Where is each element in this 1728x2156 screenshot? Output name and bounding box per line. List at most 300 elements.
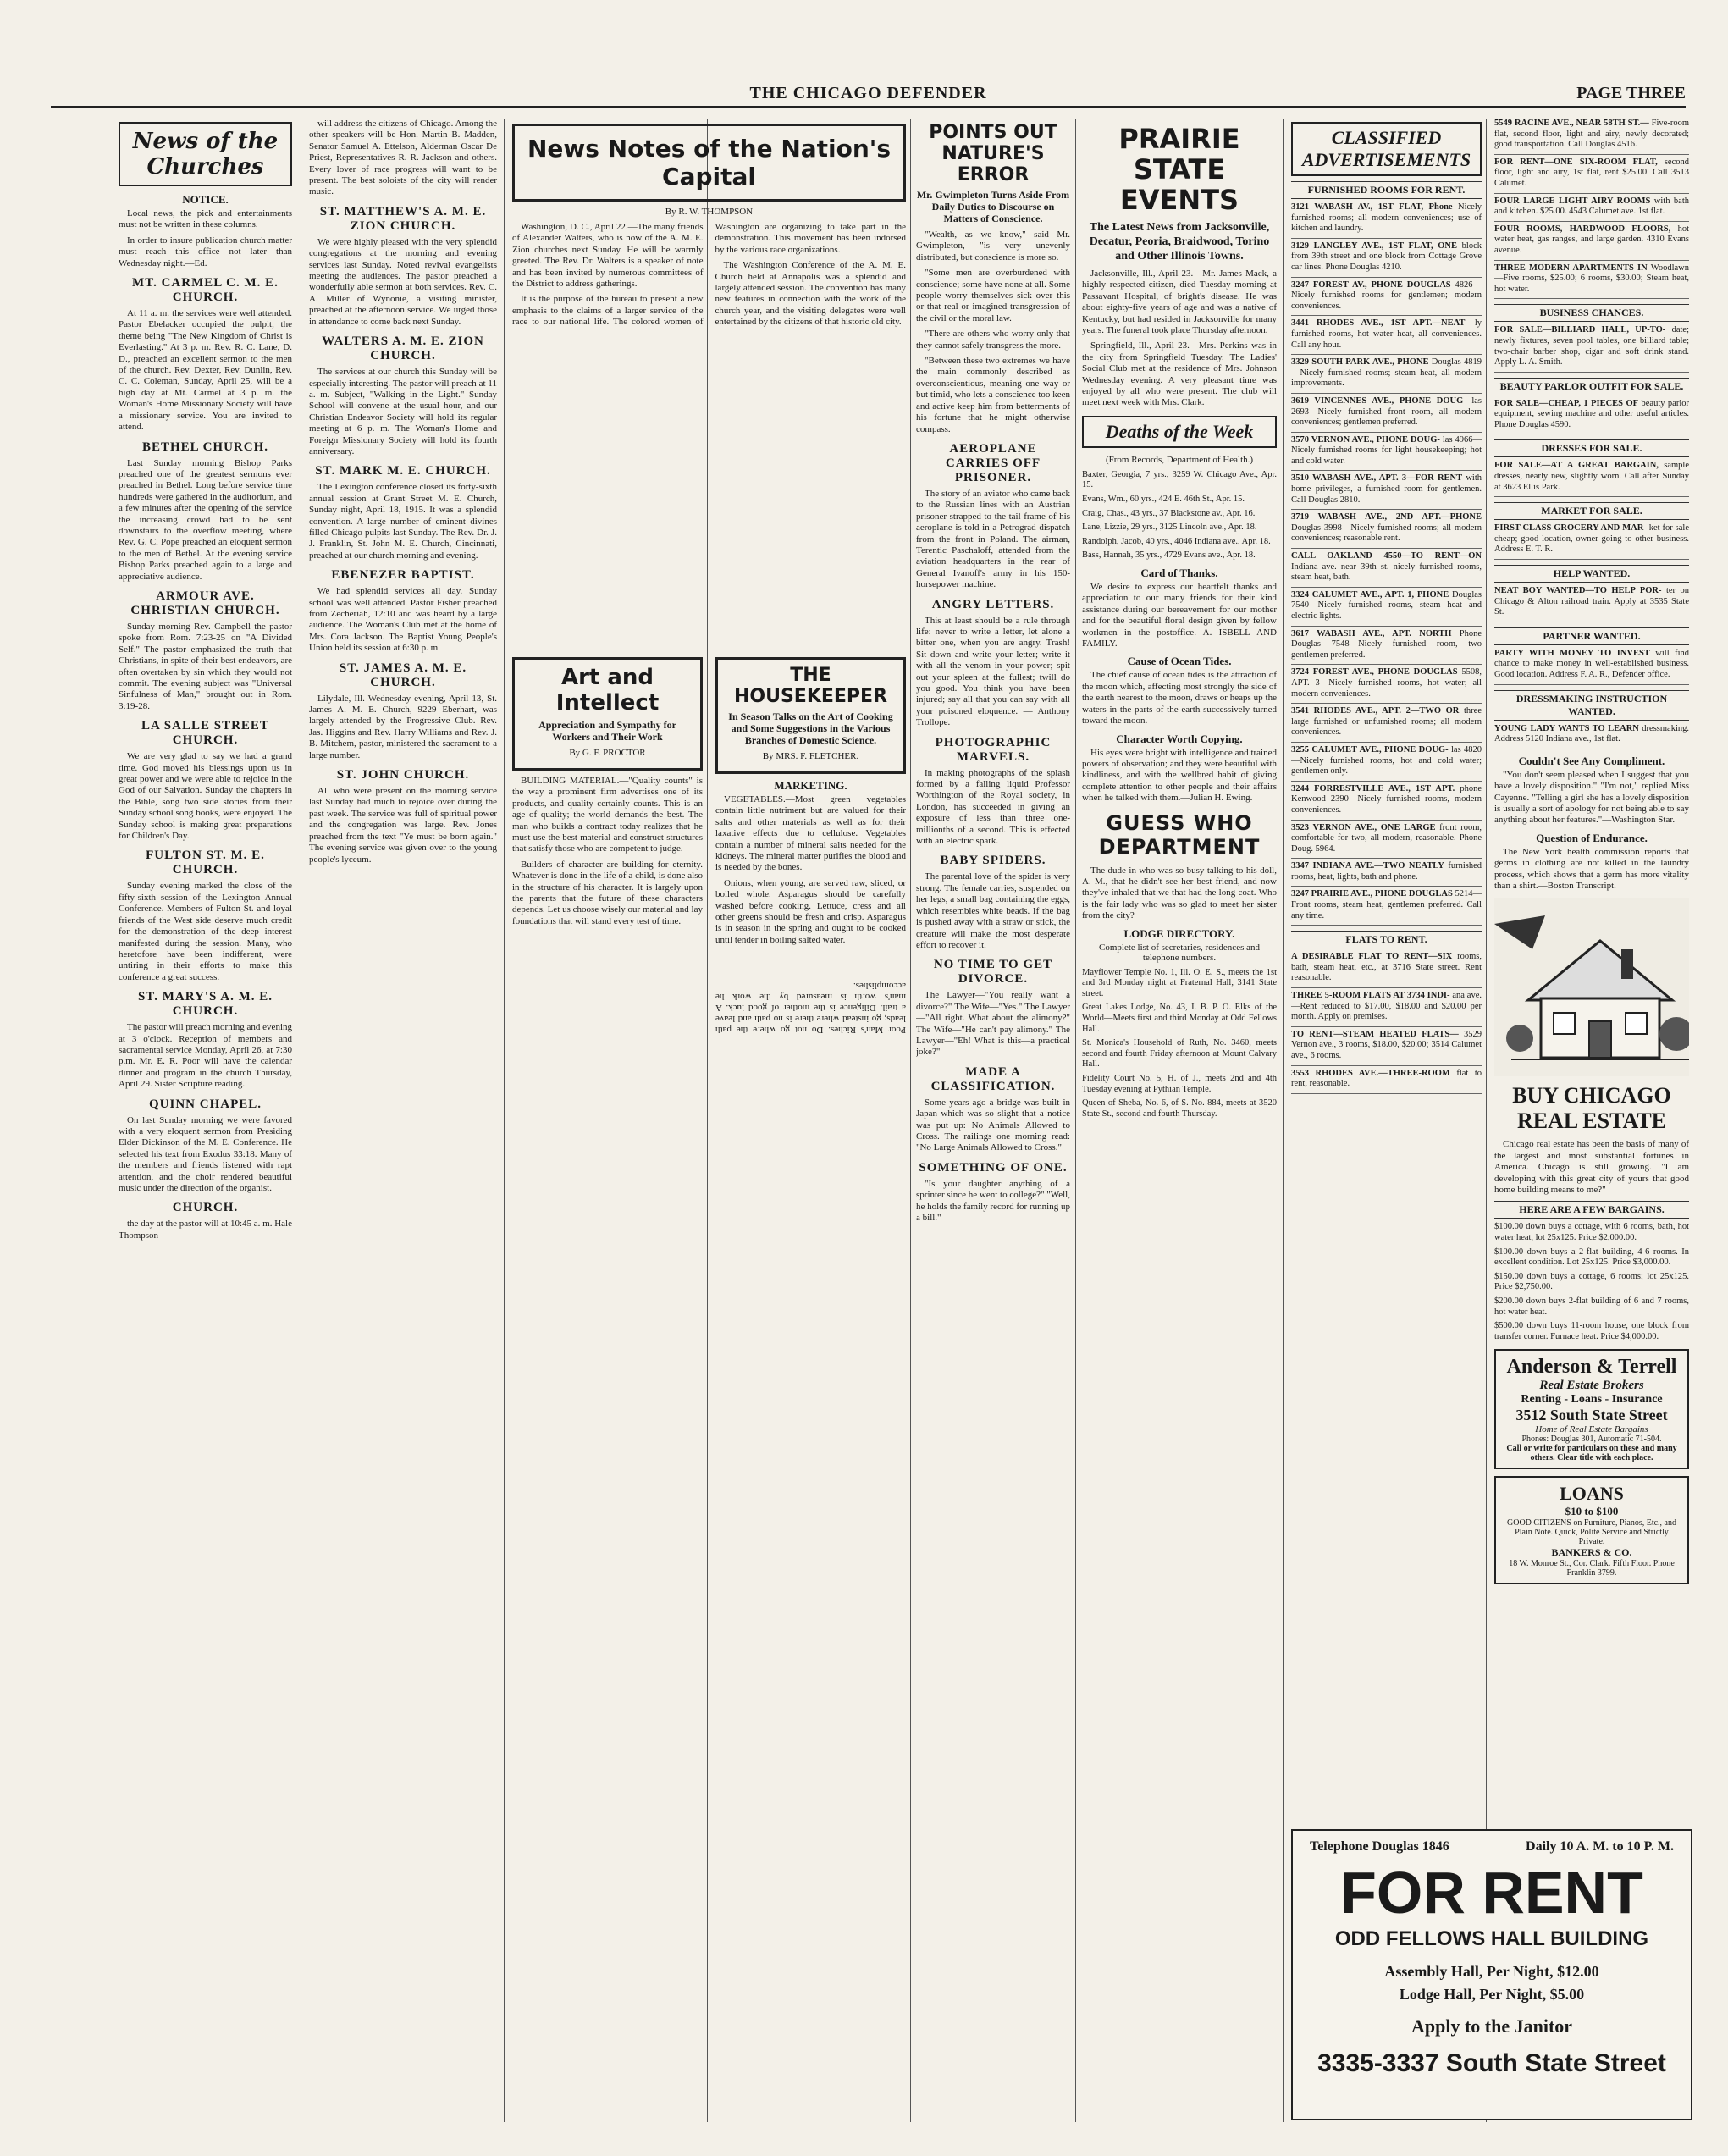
church-section-head: LA SALLE STREET CHURCH.	[141, 719, 269, 748]
notice-head: NOTICE.	[182, 193, 229, 206]
classified-ad-address: FIRST-CLASS GROCERY AND MAR-	[1494, 523, 1647, 533]
page-number: PAGE THREE	[1576, 84, 1686, 102]
church-section-text: Sunday morning Rev. Campbell the pastor spoke from Rom. 7:23-25 on "A Divided Self." The pastor emphasized the truth that Christians, in spite of their best endeavors, are often overtaken by sin which they would not commit. The evening subject was "Universal Sinfulness of Man," brought out in Rom. 3:19-28.	[119, 621, 292, 711]
lodge-entry: St. Monica's Household of Ruth, No. 3460, meets second and fourth Friday afternoon at Mount Calvary Hall.	[1082, 1038, 1277, 1070]
classified-ad	[1494, 523, 1689, 556]
col2-section-text: Lilydale, Ill. Wednesday evening, April 13, St. James A. M. E. Church, 9229 Eberhart, was largely attended by the Progressive Club. Rev. Jas. Higgins and Rev. Harry Williams and Rev. J. B. Mitchem, pastor, ministered the sacrament to a large number.	[309, 693, 497, 760]
classified-ad-text: Indiana ave. near 39th st. nicely furnished rooms, steam heat, bath.	[1291, 561, 1482, 583]
church-section-head: CHURCH.	[172, 1201, 239, 1215]
classified-ad	[1494, 586, 1689, 618]
business-head: BUSINESS CHANCES.	[1494, 304, 1689, 322]
ad-divider	[1291, 886, 1482, 887]
classified-ad	[1494, 224, 1689, 257]
apply-janitor: Apply to the Janitor	[1411, 2015, 1573, 2037]
classified-ad-address: 3324 CALUMET AVE., APT. 1, PHONE	[1291, 589, 1449, 600]
classified-ad-text: with bath and kitchen. $25.00. 4543 Calumet ave. 1st flat.	[1494, 196, 1689, 217]
art-paragraph: Builders of character are building for eternity. Whatever is done in the life of a child, is done also in the structure of his character. It is largely upon the parents that the future of these characters depends. Let us choose wisely our material and lay foundations that will stand every test of time.	[512, 859, 703, 926]
anderson-address: 3512 South State Street	[1515, 1407, 1668, 1424]
ad-divider	[1291, 587, 1482, 588]
partner-head: PARTNER WANTED.	[1494, 627, 1689, 645]
help-list	[1494, 586, 1689, 622]
classified-ad-text: Nicely furnished rooms; all modern conveniences; use of kitchen and laundry.	[1291, 202, 1482, 234]
anderson-cta: Call or write for particulars on these and many others. Clear title with each place.	[1506, 1444, 1677, 1463]
classified-ad-address: A DESIRABLE FLAT TO RENT—SIX	[1291, 952, 1453, 962]
classified-ad	[1291, 706, 1482, 738]
ad-divider	[1291, 820, 1482, 821]
col2-section-head: ST. MARK M. E. CHURCH.	[315, 464, 491, 478]
for-rent-ad	[1291, 1829, 1692, 2120]
classified-ad-text: phone Kenwood 2390—Nicely furnished rooms, modern conveniences.	[1291, 783, 1482, 815]
ad-divider	[1494, 372, 1689, 373]
classified-ad-address: 3523 VERNON AVE., ONE LARGE	[1291, 822, 1436, 832]
endurance-head: Question of Endurance.	[1536, 831, 1648, 844]
nature-section-head: AEROPLANE CARRIES OFF PRISONER.	[945, 441, 1041, 484]
ad-divider	[1291, 470, 1482, 471]
nature-section-text: The Lawyer—"You really want a divorce?" The Wife—"Yes." The Lawyer—"All right. What about the alimony?" The Wife—"He can't pay alimony." The Lawyer—"Eh! What is this—a practical joke?"	[916, 990, 1070, 1058]
church-news-column	[119, 119, 292, 2122]
classified-ad-text: with home privileges, a furnished room for gentlemen. Call Douglas 2810.	[1291, 473, 1482, 505]
telephone-text: Telephone Douglas 1846	[1310, 1839, 1449, 1854]
housekeeper-column	[715, 652, 906, 2122]
classified-ad-text: Douglas 4819—Nicely furnished rooms; steam heat, all modern improvements.	[1291, 357, 1482, 389]
dressmaking-head: DRESSMAKING INSTRUCTION WANTED.	[1494, 690, 1689, 721]
ad-divider	[1291, 548, 1482, 549]
ad-divider	[1494, 193, 1689, 194]
guess-who-title: GUESS WHO DEPARTMENT	[1098, 810, 1261, 859]
classified-ad-address: 3129 LANGLEY AVE., 1ST FLAT, ONE	[1291, 240, 1458, 251]
nature-paragraph: "Wealth, as we know," said Mr. Gwimpleton, "is very unevenly distributed, but conscience is more so.	[916, 229, 1070, 263]
capital-body	[512, 222, 906, 330]
classified-ad-address: FOUR ROOMS, HARDWOOD FLOORS,	[1494, 224, 1671, 234]
right-classified-list	[1494, 119, 1689, 299]
church-section-head: ARMOUR AVE. CHRISTIAN CHURCH.	[130, 589, 280, 617]
buy-real-estate-title: BUY CHICAGO REAL ESTATE	[1512, 1083, 1671, 1134]
col2-section-text: The Lexington conference closed its forty-sixth annual session at Grant Street M. E. Church, Sunday night, April 18, 1915. It was a splendid convention. A large number of eminent divines filled Chicago pulpits last Sunday. The Rev. Dr. J. J. Franklin, St. John M. E. Church, Cincinnati, preached at our church morning and evening.	[309, 482, 497, 561]
loans-address: 18 W. Monroe St., Cor. Clark. Fifth Floor. Phone Franklin 3799.	[1509, 1559, 1675, 1578]
loans-text: GOOD CITIZENS on Furniture, Pianos, Etc., and Plain Note. Quick, Polite Service and Strictly Private.	[1507, 1518, 1676, 1547]
classified-ad	[1291, 202, 1482, 235]
natures-error-deck: Mr. Gwimpleton Turns Aside From Daily Duties to Discourse on Matters of Conscience.	[916, 189, 1070, 224]
ad-divider	[1291, 987, 1482, 988]
classified-ad-text: 3529 Vernon ave., 3 rooms, $18.00, $20.00; 3514 Calumet ave., 6 rooms.	[1291, 1029, 1482, 1060]
church-section-text: On last Sunday morning we were favored with a very eloquent sermon from Presiding Elder Dickinson of the M. E. Conference. He selected his text from Exodus 33:18. Many of the members and friends listened with rapt attention, and the choir rendered beautiful music under the direction of the organist.	[119, 1114, 292, 1193]
bargain-item: $150.00 down buys a cottage, 6 rooms; lot 25x125. Price $2,750.00.	[1494, 1271, 1689, 1292]
lodge-entry: Mayflower Temple No. 1, Ill. O. E. S., meets the 1st and 3rd Monday night at Fraternal Hall, 3141 State street.	[1082, 967, 1277, 998]
house-illustration	[1494, 898, 1689, 1076]
art-paragraph: BUILDING MATERIAL.—"Quality counts" is the way a prominent firm advertises one of its products, and quality certainly counts. This is an age of quality; the world demands the best. The man who builds a contract today realizes that he must use the best material and construct structures that satisfy those who are competent to judge.	[512, 776, 703, 854]
classified-ad	[1291, 823, 1482, 855]
help-head: HELP WANTED.	[1494, 565, 1689, 583]
col2-section-head: ST. MATTHEW'S A. M. E. ZION CHURCH.	[319, 204, 487, 233]
death-notice: Randolph, Jacob, 40 yrs., 4046 Indiana ave., Apr. 18.	[1082, 536, 1271, 546]
church-news-header: News of the Churches	[119, 122, 292, 186]
classified-ad	[1494, 263, 1689, 296]
masthead	[51, 80, 1686, 108]
capital-paragraph: Washington, D. C., April 22.—The many friends of Alexander Walters, who is now of the A. M. E. Zion churches next Sunday. He will be warmly greeted. The Rev. Dr. Walters is a speaker of note and has been invited by numerous committees of the District to address gatherings.	[512, 222, 704, 290]
housekeeper-title: THE HOUSEKEEPER	[733, 665, 888, 707]
ad-divider	[1291, 1065, 1482, 1066]
prairie-paragraph: Springfield, Ill., April 23.—Mrs. Perkins was in the city from Springfield Tuesday. The Ladies' Social Club met at the residence of Mrs. Johnson Wednesday evening. A very pleasant time was enjoyed by all who were present. The club will meet next week with Mrs. Clark.	[1082, 340, 1277, 408]
classified-title: CLASSIFIED ADVERTISEMENTS	[1291, 122, 1482, 176]
capital-byline: By R. W. THOMPSON	[665, 207, 754, 217]
prairie-paragraph: Jacksonville, Ill., April 23.—Mr. James Mack, a highly respected citizen, died Tuesday morning at Passavant Hospital, of bright's disease. He was about eighty-five years of age and was a native of Kentucky, but had resided in Jacksonville for many years. The funeral took place Thursday afternoon.	[1082, 268, 1277, 336]
church-section-head: MT. CARMEL C. M. E. CHURCH.	[132, 276, 279, 305]
classified-ad	[1494, 325, 1689, 368]
for-rent-address: 3335-3337 South State Street	[1317, 2049, 1666, 2077]
death-notice: Craig, Chas., 43 yrs., 37 Blackstone av., Apr. 16.	[1082, 508, 1256, 518]
classified-ad	[1494, 399, 1689, 431]
classified-ad-text: 5508, APT. 3—Nicely furnished rooms, hot water; all modern conveniences.	[1291, 667, 1482, 699]
classified-ad-address: 3244 FORRESTVILLE AVE., 1ST APT.	[1291, 783, 1455, 793]
classified-ad	[1291, 318, 1482, 351]
classified-ad-text: second floor, light and airy, 1st flat, rent $25.00. Call 3513 Calumet.	[1494, 157, 1689, 188]
classified-ad	[1291, 551, 1482, 583]
ad-divider	[1291, 742, 1482, 743]
capital-header-box	[512, 124, 906, 202]
classified-ad-address: 5549 RACINE AVE., NEAR 58TH ST.—	[1494, 119, 1649, 128]
housekeeper-paragraph: Onions, when young, are served raw, sliced, or boiled whole. Asparagus should be carefully washed before cooking. Lettuce, cress and all other greens should be fresh and crisp. Asparagus is in season in the spring and ought to be cooked until tender in boiling salted water.	[715, 877, 906, 945]
endurance-text: The New York health commission reports that germs in clothing are not killed in the laundry process, which shows that a germ has more vitality than a shirt.—Boston Transcript.	[1494, 846, 1689, 892]
loans-range: $10 to $100	[1565, 1505, 1619, 1518]
classified-ad-address: 3541 RHODES AVE., APT. 2—TWO OR	[1291, 706, 1460, 716]
church-sections	[119, 276, 292, 1241]
column-rule	[1075, 119, 1076, 2122]
bargain-item: $100.00 down buys a 2-flat building, 4-6 rooms. In excellent condition. Lot 25x125. Price $3,000.00.	[1494, 1247, 1689, 1268]
loans-ad	[1494, 1476, 1689, 1584]
bargain-item: $500.00 down buys 11-room house, one block from transfer corner. Furnace heat. Price $4,000.00.	[1494, 1321, 1689, 1341]
classified-ad-text: will find chance to make money in well-established business. Good location. Address F. A. R., Defender office.	[1494, 648, 1689, 679]
flats-head: FLATS TO RENT.	[1291, 931, 1482, 948]
nature-section-text: The story of an aviator who came back to the Russian lines with an Austrian prisoner strapped to the tail frame of his aeroplane is told in a Petrograd dispatch from the front in Poland. The airman, Terentic Paschaloff, attended from the aviation headquarters in the rear of General Ivanoff's army in his 150-horsepower machine.	[916, 488, 1070, 590]
classified-ad-text: block from 39th street and one block from Cottage Grove car lines. Phone Douglas 4210.	[1291, 240, 1482, 272]
character-head: Character Worth Copying.	[1116, 732, 1243, 745]
classified-ad-text: dressmaking. Address 5120 Indiana ave., 1st flat.	[1494, 723, 1689, 744]
classified-ad-address: 3121 WABASH AV., 1ST FLAT, Phone	[1291, 202, 1453, 212]
nature-sections	[916, 442, 1070, 1224]
church-section-text: Last Sunday morning Bishop Parks preached one of the greatest sermons ever preached in Bethel. Long before service time hundreds were gathered in the auditorium, and a few minutes after the opening of the service the increasing crowd had to be sent downstairs to the overflow meeting, where Rev. G. C. Pope preached an eloquent sermon to the men of Bethel. At the evening service Bishop Parks preached again to a large and appreciative audience.	[119, 457, 292, 582]
classified-ad-address: 3347 INDIANA AVE.—TWO NEATLY	[1291, 861, 1444, 871]
classified-ad	[1291, 952, 1482, 984]
column-rule	[1486, 119, 1487, 2122]
classified-ad-text: date; newly fixtures, seven pool tables, one billiard table; two-chair barber shop, cigar and soft drink stand. Apply L. A. Smith.	[1494, 325, 1689, 368]
housekeeper-deck: In Season Talks on the Art of Cooking and Some Suggestions in the Various Branches of Domestic Science.	[728, 710, 893, 746]
col2-sections	[309, 205, 497, 865]
column-rule	[910, 119, 911, 2122]
classified-ad-text: Douglas 3998—Nicely furnished rooms; all modern conveniences; reasonable rent.	[1291, 522, 1482, 544]
classified-ad-text: las 4820—Nicely furnished rooms, hot and cold water; gentlemen only.	[1291, 744, 1482, 777]
nature-paragraph: "There are others who worry only that they cannot safely transgress the more.	[916, 329, 1070, 351]
nature-section-text: "Is your daughter anything of a sprinter since he went to college?" "Well, he holds the family record for running up a bill."	[916, 1178, 1070, 1223]
classified-ad-address: FOR SALE—AT A GREAT BARGAIN,	[1494, 461, 1659, 471]
ad-divider	[1291, 432, 1482, 433]
anderson-sub: Real Estate Brokers	[1539, 1379, 1644, 1393]
nature-paragraph: "Between these two extremes we have the main commonly described as overconscientious, meaning one way or but timid, who lets a conscience too keen and active keep him from betterments of his fortune that he might otherwise compass.	[916, 356, 1070, 434]
notice-text-2: In order to insure publication church matter must reach this office not later than Wednesday night.—Ed.	[119, 235, 292, 268]
art-intellect-column	[512, 652, 703, 2122]
classified-ad-address: FOR SALE—CHEAP, 1 PIECES OF	[1494, 398, 1639, 408]
classified-ad	[1291, 1030, 1482, 1062]
classified-ad-text: sample dresses, nearly new, slightly worn. Call after Sunday at 3623 Ellis Park.	[1494, 461, 1689, 492]
market-list	[1494, 523, 1689, 560]
lodge-entry: Great Lakes Lodge, No. 43, I. B. P. O. Elks of the World—Meets first and third Monday at Odd Fellows Hall.	[1082, 1003, 1277, 1034]
classified-ad	[1291, 396, 1482, 428]
nature-section-head: ANGRY LETTERS.	[931, 597, 1055, 611]
ad-divider	[1494, 496, 1689, 497]
bargain-item: $100.00 down buys a cottage, with 6 rooms, bath, hot water heat, lot 25x125. Price $2,000.00.	[1494, 1222, 1689, 1243]
classified-ad-text: ly furnished rooms, hot water heat, all conveniences. Call any hour.	[1291, 318, 1482, 350]
deaths-list	[1082, 470, 1277, 561]
classified-ad	[1494, 461, 1689, 493]
anderson-terrell-ad	[1494, 1349, 1689, 1469]
real-estate-text: Chicago real estate has been the basis of many of the largest and most substantial fortunes in America. Chicago is still growing. "I am developing with this great city of yours that good home building means to me?"	[1494, 1139, 1689, 1196]
art-deck: Appreciation and Sympathy for Workers and Their Work	[538, 719, 676, 743]
classified-ad	[1291, 629, 1482, 661]
column-rule	[504, 119, 505, 2122]
col2-section-text: We had splendid services all day. Sunday school was well attended. Pastor Fisher preached from Zecheriah, 12:10 and was heard by a large audience. The Woman's Club met at the home of Mrs. Cora Jackson. The Baptist Young People's Union held its session at 6:30 p. m.	[309, 586, 497, 654]
newspaper-title: THE CHICAGO DEFENDER	[749, 84, 987, 102]
classified-ad-address: TO RENT—STEAM HEATED FLATS—	[1291, 1029, 1459, 1039]
classified-ad	[1291, 991, 1482, 1023]
bargain-item: $200.00 down buys 2-flat building of 6 and 7 rooms, hot water heat.	[1494, 1296, 1689, 1317]
for-rent-header-line	[1293, 1839, 1691, 1855]
church-section-head: ST. MARY'S A. M. E. CHURCH.	[137, 990, 273, 1019]
ad-divider	[1494, 559, 1689, 560]
classified-ad-text: Woodlawn—Five rooms, $25.00; 6 rooms, $30.00; Steam heat, hot water.	[1494, 263, 1689, 294]
church-section-text: the day at the pastor will at 10:45 a. m. Hale Thompson	[119, 1219, 292, 1241]
ocean-tides-text: The chief cause of ocean tides is the attraction of the moon which, affecting most strongly the side of the earth nearest to the moon, draws or heaps up the waters in the parts of the earth successively turned toward the moon.	[1082, 670, 1277, 727]
death-notice: Evans, Wm., 60 yrs., 424 E. 46th St., Apr. 15.	[1082, 495, 1245, 505]
ad-divider	[1494, 684, 1689, 685]
lodge-hall-price: Lodge Hall, Per Night, $5.00	[1399, 1986, 1585, 2003]
church-section-head: FULTON ST. M. E. CHURCH.	[146, 849, 265, 877]
capital-title: News Notes of the Nation's Capital	[527, 135, 892, 191]
classified-ad-text: beauty parlor equipment, sewing machine and other useful articles. Phone Douglas 4590.	[1494, 398, 1689, 429]
for-rent-title: FOR RENT	[1340, 1860, 1643, 1926]
capital-news-section	[512, 119, 906, 644]
classified-ad-text: las 2693—Nicely furnished front room, all modern conveniences; gentlemen preferred.	[1291, 395, 1482, 428]
nature-section-head: NO TIME TO GET DIVORCE.	[933, 958, 1053, 987]
classified-ad	[1291, 861, 1482, 882]
ad-divider	[1494, 221, 1689, 222]
natures-error-title: POINTS OUT NATURE'S ERROR	[929, 122, 1057, 185]
ad-divider	[1291, 1093, 1482, 1094]
housekeeper-header-box	[715, 657, 906, 774]
ocean-tides-head: Cause of Ocean Tides.	[1127, 655, 1232, 668]
lodge-entry: Queen of Sheba, No. 6, of S. No. 884, meets at 3520 State St., second and fourth Thursday.	[1082, 1098, 1277, 1119]
church-section-text: Sunday evening marked the close of the fifty-sixth session of the Lexington Annual Conference. Members of Fulton St. and loyal friends of the West side deserve much credit for the demonstration of the deep interest manifested during the session. Many, who heretofore have been indifferent, were untiring in their efforts to make this conference a great success.	[119, 881, 292, 982]
ad-divider	[1291, 509, 1482, 510]
classified-ad	[1291, 357, 1482, 390]
classified-ad-text: ter on Chicago & Alton railroad train. Apply at 3535 State St.	[1494, 586, 1689, 617]
classified-ad-text: ket for sale cheap; good location, owner going to other business. Address E. T. R.	[1494, 523, 1689, 555]
ad-divider	[1494, 298, 1689, 299]
nature-section-head: MADE A CLASSIFICATION.	[930, 1064, 1056, 1093]
church-section-head: QUINN CHAPEL.	[148, 1097, 262, 1111]
classified-ad-address: FOUR LARGE LIGHT AIRY ROOMS	[1494, 196, 1651, 206]
ad-divider	[1494, 260, 1689, 261]
card-of-thanks-head: Card of Thanks.	[1140, 567, 1218, 580]
col2-section-text: The services at our church this Sunday will be especially interesting. The pastor will preach at 11 a. m. Subject, "Walking in the Light." Sunday School will convene at the usual hour, and our Christian Endeavor Society will hold its regular meeting at 6 p. m. The Woman's Home and Foreign Missionary Society will hold its fourth anniversary.	[309, 367, 497, 456]
classified-ad-text: three large furnished or unfurnished rooms; all modern conveniences.	[1291, 706, 1482, 738]
classified-ad-address: FOR RENT—ONE SIX-ROOM FLAT,	[1494, 157, 1658, 167]
classified-ad	[1494, 724, 1689, 745]
col2-section-text: All who were present on the morning service last Sunday had much to rejoice over during the past week. The service was full of spiritual power and the congregation was large. Rev. Jones preached from the text "Ye must be born again." The evening service was given over to the young people's lyceum.	[309, 786, 497, 865]
prairie-title: PRAIRIE STATE EVENTS	[1118, 123, 1240, 216]
classified-ad-address: 3510 WABASH AVE., APT. 3—FOR RENT	[1291, 473, 1463, 484]
character-text: His eyes were bright with intelligence and trained powers of observation; and they were beautiful with kindliness, and with the wellbred habit of giving complete attention to other people and their affairs when he talked with them.—Julian H. Ewing.	[1082, 747, 1277, 804]
lodge-list	[1082, 968, 1277, 1120]
classified-ad	[1494, 158, 1689, 190]
classified-ad	[1494, 649, 1689, 681]
lodge-entry: Fidelity Court No. 5, H. of J., meets 2nd and 4th Tuesday evening at Pythian Temple.	[1082, 1073, 1277, 1094]
church-section-text: We are very glad to say we had a grand time. God moved his blessings upon us in great power and we were able to rejoice in the God of our Salvation. Sunday the chapters in the Bible, song two side stories from their Sunday school song books, were enjoyed. The Sunday school is making great preparations for Children's Day.	[119, 751, 292, 842]
beauty-head: BEAUTY PARLOR OUTFIT FOR SALE.	[1494, 378, 1689, 395]
classified-ad	[1291, 745, 1482, 777]
assembly-hall-price: Assembly Hall, Per Night, $12.00	[1384, 1963, 1599, 1980]
art-header-box	[512, 657, 703, 771]
ad-divider	[1291, 781, 1482, 782]
nature-section-text: In making photographs of the splash formed by a falling liquid Professor Worthington of the Royal society, in London, has succeeded in giving an exposure of less than three one-millionths of a second. This is effected with an electric spark.	[916, 767, 1070, 847]
bargain-list	[1494, 1222, 1689, 1342]
classified-ad-address: 3247 PRAIRIE AVE., PHONE DOUGLAS	[1291, 889, 1453, 899]
classified-ad	[1291, 784, 1482, 816]
classified-ad-text: 5214—Front rooms, steam heat, gentlemen preferred. Call any time.	[1291, 889, 1482, 920]
classified-ad-address: 3724 FOREST AVE., PHONE DOUGLAS	[1291, 667, 1458, 677]
capital-paragraph: The Washington Conference of the A. M. E. Church held at Annapolis was a splendid and largely attended session. The convention has many new features in connection with the work of the church year, and the visiting delegates were well entertained by the citizens of that historic old city.	[715, 260, 906, 328]
lead-paragraph: will address the citizens of Chicago. Among the other speakers will be Hon. Martin B. Madden, Senator Samuel A. Ettelson, Alderman Oscar De Priest, Representatives R. R. Jackson and others. Every lover of race progress will want to be present. The best soloists of the city will render music.	[309, 119, 497, 197]
notice-text: Local news, the pick and entertainments must not be written in these columns.	[119, 208, 292, 230]
bargains-head: HERE ARE A FEW BARGAINS.	[1494, 1201, 1689, 1219]
nature-section-head: PHOTOGRAPHIC MARVELS.	[935, 735, 1052, 764]
card-of-thanks-text: We desire to express our heartfelt thanks and appreciation to our many friends for their kind assistance during our bereavement for our mother and for the beautiful floral design given by fellow workmen in the postoffice. A. ISBELL AND FAMILY.	[1082, 582, 1277, 650]
ad-divider	[1291, 238, 1482, 239]
classified-ad	[1291, 1069, 1482, 1090]
ad-divider	[1291, 277, 1482, 278]
anderson-phone: Phones: Douglas 301, Automatic 71-504.	[1521, 1435, 1662, 1445]
furnished-list	[1291, 202, 1482, 926]
classified-ad	[1291, 241, 1482, 274]
odd-fellows-building: ODD FELLOWS HALL BUILDING	[1334, 1927, 1649, 1950]
loans-title: LOANS	[1560, 1483, 1624, 1505]
col2-section-head: WALTERS A. M. E. ZION CHURCH.	[322, 334, 484, 363]
col2-section-head: ST. JOHN CHURCH.	[336, 768, 470, 782]
lodge-directory-sub: Complete list of secretaries, residences and telephone numbers.	[1099, 942, 1260, 963]
nature-paragraph: "Some men are overburdened with conscience; some have none at all. Some people worry themselves sick over this or that real or imagined transgression of the civil or the moral law.	[916, 268, 1070, 323]
guess-who-text: The dude in who was so busy talking to his doll, A. M., that he didn't see her best friend, and now they've inhaled that we that had the long coat. Who is the fair lady who was so glad to meet her sister from the city?	[1082, 865, 1277, 921]
classified-ad-text: ana ave.—Rent reduced to $17.00, $18.00 and $20.00 per month. Apply on premises.	[1291, 991, 1482, 1022]
art-title: Art and Intellect	[555, 665, 660, 716]
church-section-text: At 11 a. m. the services were well attended. Pastor Ebelacker occupied the pulpit, the theme being "The New Kingdom of Christ is Everlasting." At 3 p. m. Rev. R. C. Lane, D. D., preached an excellent sermon to the men of the church. Rev. Dexter, Rev. Dunlin, Rev. C. C. Coleman, Sunday, April 25, will be a high day at Mt. Carmel at 3 p. m. the Woman's Home Missionary Society will have a missionary service. You are invited to attend.	[119, 308, 292, 433]
beauty-list	[1494, 399, 1689, 435]
classified-ad	[1494, 196, 1689, 218]
classified-ad-address: FOR SALE—BILLIARD HALL, UP-TO-	[1494, 325, 1666, 335]
classified-ad-text: flat to rent, reasonable.	[1291, 1068, 1482, 1089]
death-notice: Lane, Lizzie, 29 yrs., 3125 Lincoln ave., Apr. 18.	[1082, 522, 1257, 533]
classified-ad-text: Phone Douglas 7548—Nicely furnished room, two gentlemen preferred.	[1291, 628, 1482, 660]
furnished-rooms-head: FURNISHED ROOMS FOR RENT.	[1291, 181, 1482, 199]
ad-divider	[1291, 315, 1482, 316]
business-list	[1494, 325, 1689, 372]
ad-divider	[1291, 925, 1482, 926]
church-news-column-2	[309, 119, 497, 2122]
death-notice: Baxter, Georgia, 7 yrs., 3259 W. Chicago Ave., Apr. 15.	[1082, 469, 1277, 490]
classified-ad	[1291, 889, 1482, 921]
hours-text: Daily 10 A. M. to 10 P. M.	[1526, 1839, 1674, 1854]
nature-section-head: BABY SPIDERS.	[940, 854, 1046, 868]
col2-section-head: ST. JAMES A. M. E. CHURCH.	[339, 661, 467, 689]
classified-ad-text: rooms, bath, steam heat, etc., at 3716 State street. Rent reasonable.	[1291, 952, 1482, 983]
deaths-title: Deaths of the Week	[1082, 416, 1277, 448]
prairie-deck: The Latest News from Jacksonville, Decatur, Peoria, Braidwood, Torino and Other Illinois Towns.	[1089, 221, 1270, 263]
classified-ad	[1291, 512, 1482, 545]
classified-ad-address: 3255 CALUMET AVE., PHONE DOUG-	[1291, 744, 1449, 755]
ad-divider	[1291, 393, 1482, 394]
classified-ad-address: NEAT BOY WANTED—TO HELP POR-	[1494, 586, 1662, 596]
ad-divider	[1291, 703, 1482, 704]
death-notice: Bass, Hannah, 35 yrs., 4729 Evans ave., Apr. 18.	[1082, 550, 1256, 561]
classified-ad-address: 3619 VINCENNES AVE., PHONE DOUG-	[1291, 395, 1466, 406]
nature-section-text: Some years ago a bridge was built in Japan which was so slight that a notice was put up: No Animals Allowed to Cross. The railings one morning read: "No Large Animals Allowed to Cross."	[916, 1097, 1070, 1153]
classified-ad-text: hot water heat, gas ranges, and large garden. 4310 Evans avenue.	[1494, 224, 1689, 255]
classified-column-right	[1494, 119, 1689, 1817]
classified-ad	[1291, 280, 1482, 312]
classified-ad-text: front room, comfortable for two, all modern, reasonable. Phone Doug. 5964.	[1291, 822, 1482, 854]
classified-ad	[1494, 119, 1689, 151]
prairie-state-column	[1082, 119, 1277, 2122]
deaths-intro: (From Records, Department of Health.)	[1105, 454, 1254, 465]
classified-ad-address: 3570 VERNON AVE., PHONE DOUG-	[1291, 434, 1440, 445]
classified-ad	[1291, 667, 1482, 699]
housekeeper-paragraph: VEGETABLES.—Most green vegetables contain little nutriment but are valued for their salts and other materials as well as for their laxative effects due to cellulose. Vegetables contain a number of mineral salts needed for the kidneys. The mineral matter purifies the blood and is needed by the bones.	[715, 794, 906, 873]
col2-section-text: We were highly pleased with the very splendid congregations at the morning and evening services last Sunday. Noted revival evangelists meeting the audiences. The pastor preached a wonderfully able sermon at both services. Rev. C. A. Miller of Wynonie, a visiting minister, preached at the afternoon service. We urged those in attendance to come back next Sunday.	[309, 236, 497, 327]
compliment-text: "You don't seem pleased when I suggest that you have a lovely disposition." "I'm not," replied Miss Cayenne. "Telling a girl she has a lovely disposition is usually a sort of apology for not being able to say anything about her features."—Washington Star.	[1494, 769, 1689, 826]
compliment-head: Couldn't See Any Compliment.	[1518, 754, 1665, 767]
loans-firm: BANKERS & CO.	[1551, 1546, 1632, 1559]
classified-column	[1291, 119, 1482, 1817]
ad-divider	[1291, 354, 1482, 355]
nature-section-text: The parental love of the spider is very strong. The female carries, suspended on her legs, a small bag containing the eggs, which resembles white beads. If the bag is pushed away with a straw or stick, the creature will make the most desperate effort to recover it.	[916, 871, 1070, 950]
classified-ad-text: las 4966—Nicely furnished rooms for light housekeeping; hot and cold water.	[1291, 434, 1482, 466]
lodge-directory-head: LODGE DIRECTORY.	[1123, 926, 1235, 940]
classified-ad-text: 4826—Nicely furnished rooms for gentlemen; modern conveniences.	[1291, 279, 1482, 311]
classified-ad-address: 3247 FOREST AV., PHONE DOUGLAS	[1291, 279, 1451, 290]
dresses-list	[1494, 461, 1689, 497]
ad-divider	[1291, 626, 1482, 627]
anderson-line: Renting - Loans - Insurance	[1521, 1393, 1663, 1407]
art-byline: By G. F. PROCTOR	[569, 748, 646, 758]
classified-ad-address: CALL OAKLAND 4550—TO RENT—ON	[1291, 551, 1482, 561]
ad-divider	[1291, 1026, 1482, 1027]
classified-ad	[1291, 590, 1482, 622]
anderson-title: Anderson & Terrell	[1506, 1356, 1677, 1379]
column-rule	[1283, 119, 1284, 2122]
nature-section-head: SOMETHING OF ONE.	[919, 1160, 1068, 1175]
ad-divider	[1291, 664, 1482, 665]
marketing-head: MARKETING.	[774, 779, 847, 792]
classified-ad-address: THREE 5-ROOM FLATS AT 3734 INDI-	[1291, 991, 1450, 1001]
ad-divider	[1291, 858, 1482, 859]
classified-ad-address: 3719 WABASH AVE., 2ND APT.—PHONE	[1291, 512, 1482, 522]
housekeeper-byline: By MRS. F. FLETCHER.	[762, 751, 859, 761]
ad-divider	[1494, 154, 1689, 155]
dress-list	[1494, 724, 1689, 749]
flats-list	[1291, 952, 1482, 1094]
col2-section-head: EBENEZER BAPTIST.	[331, 568, 475, 583]
classified-ad-text: Five-room flat, second floor, light and airy, newly decorated; good transportation. Call Douglas 4516.	[1494, 119, 1689, 150]
classified-ad-address: 3617 WABASH AVE., APT. NORTH	[1291, 628, 1452, 639]
market-head: MARKET FOR SALE.	[1494, 502, 1689, 520]
classified-ad-address: PARTY WITH MONEY TO INVEST	[1494, 648, 1650, 658]
